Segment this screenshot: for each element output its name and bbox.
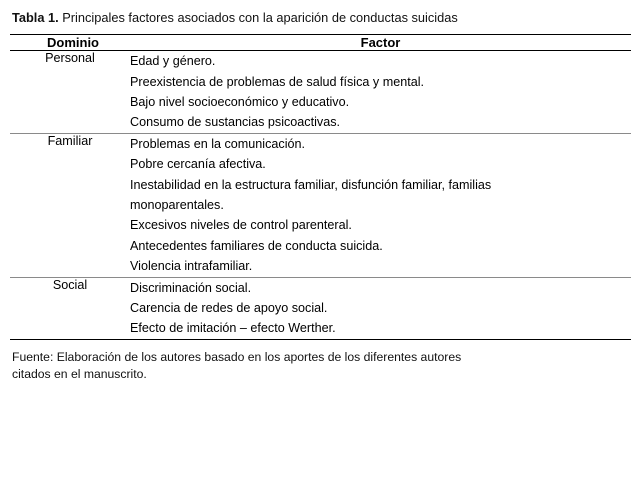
table-caption-text: Principales factores asociados con la aparición de conductas suicidas: [58, 10, 458, 25]
factor-cell: [130, 278, 631, 339]
factor-line: Antecedentes familiares de conducta suicida.: [130, 238, 383, 253]
factor-line: Discriminación social.: [130, 280, 252, 295]
factor-line: Consumo de sustancias psicoactivas.: [130, 115, 340, 130]
column-header-factor: Factor: [360, 35, 401, 51]
factor-line: Edad y género.: [130, 54, 216, 69]
domain-cell: Personal: [45, 51, 95, 66]
table-row: [10, 51, 631, 133]
factor-line: Inestabilidad en la estructura familiar, disfunción familiar, familias: [130, 177, 492, 192]
factor-line: Problemas en la comunicación.: [130, 136, 306, 151]
source-note-line-1: Fuente: Elaboración de los autores basado en los aportes de los diferentes autores: [12, 349, 462, 364]
factor-line: monoparentales.: [130, 198, 224, 212]
source-note-line-2: citados en el manuscrito.: [12, 367, 147, 382]
factor-line: Violencia intrafamiliar.: [130, 259, 253, 274]
table-source-note: [10, 340, 631, 384]
factors-table: [10, 35, 631, 50]
table-row: [10, 134, 631, 277]
factor-line: Excesivos niveles de control parenteral.: [130, 218, 352, 233]
domain-cell: Social: [52, 277, 88, 292]
factor-line: Bajo nivel socioeconómico y educativo.: [130, 95, 350, 110]
factor-line: Preexistencia de problemas de salud física y mental.: [130, 74, 425, 89]
factor-line: Pobre cercanía afectiva.: [130, 157, 266, 172]
table-row: [10, 278, 631, 339]
table-caption-label: Tabla 1.: [12, 10, 59, 25]
factor-cell: [130, 134, 631, 277]
table-caption: [10, 0, 631, 26]
factors-table-body: [10, 51, 631, 338]
table-header-row: [10, 35, 631, 50]
factor-line: Efecto de imitación – efecto Werther.: [130, 321, 336, 336]
column-header-domain: Dominio: [47, 35, 99, 51]
domain-cell: Familiar: [47, 133, 93, 148]
factor-line: Carencia de redes de apoyo social.: [130, 300, 328, 315]
factor-cell: [130, 51, 631, 133]
